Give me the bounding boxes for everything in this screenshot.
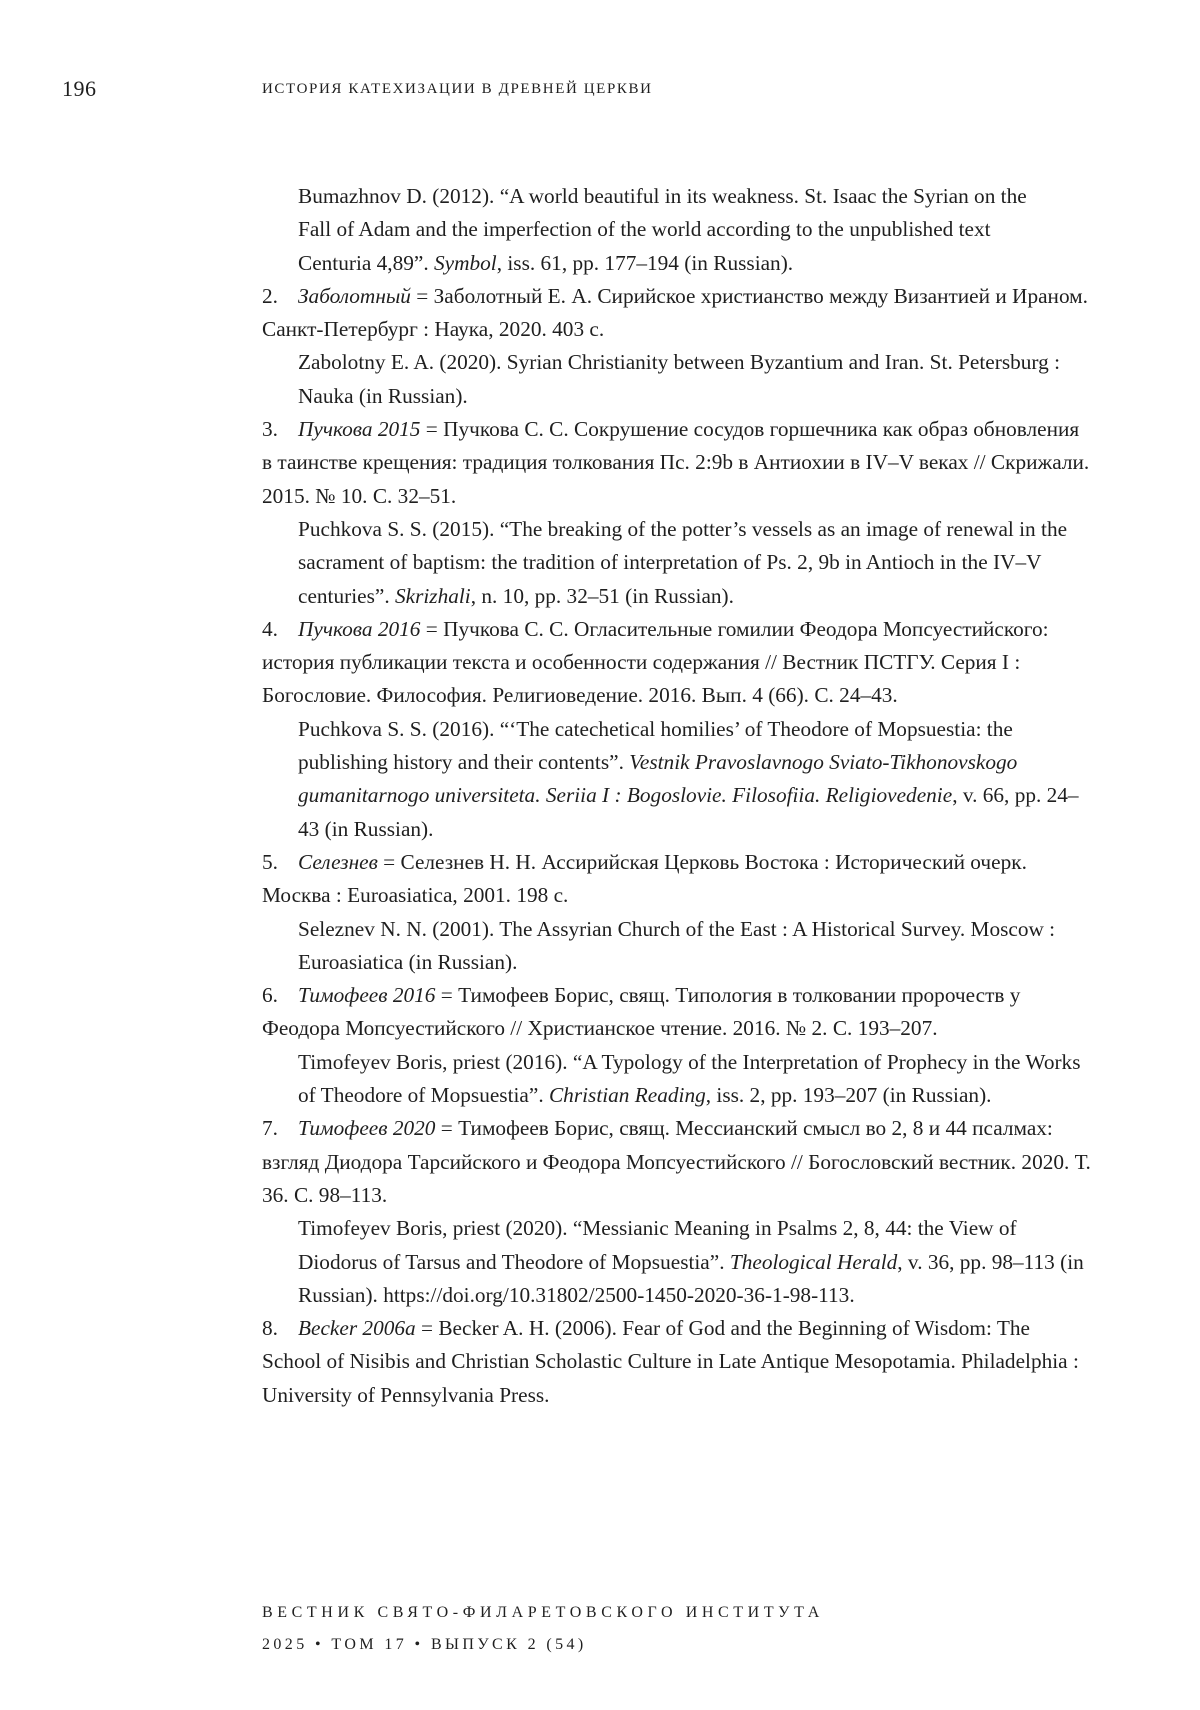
reference-russian	[262, 1312, 1092, 1412]
journal-footer	[262, 1597, 824, 1661]
reference-russian-text: = Пучкова С. С. Сокрушение сосудов горшечника как образ обновления в таинстве крещения: традиция толкования Пс. 2:9b в Антиохии в IV–V веках // Скрижали. 2015. № 10. С. 32–51.	[262, 417, 1089, 508]
reference-item-8	[262, 1312, 1092, 1412]
reference-number: 3.	[262, 413, 298, 446]
reference-english	[298, 1046, 1092, 1113]
reference-key: Тимофеев 2016	[298, 983, 435, 1007]
reference-russian	[262, 1112, 1092, 1212]
reference-item-7	[262, 1112, 1092, 1312]
reference-number: 7.	[262, 1112, 298, 1145]
reference-item-5	[262, 846, 1092, 979]
reference-english-text: Puchkova S. S. (2015). “The breaking of the potter’s vessels as an image of renewal in the sacrament of baptism: the tradition of interpretation of Ps. 2, 9b in Antioch in the IV–V centuries”.	[298, 517, 1067, 608]
reference-russian-text: = Пучкова С. С. Огласительные гомилии Феодора Мопсуестийского: история публикации текста и особенности содержания // Вестник ПСТГУ. Серия I : Богословие. Философия. Религиоведение. 2016. Вып. 4 (66). С. 24–43.	[262, 617, 1049, 708]
reference-english-text: Puchkova S. S. (2016). “‘The catechetical homilies’ of Theodore of Mopsuestia: the publishing history and their contents”.	[298, 717, 1013, 774]
reference-english	[298, 1212, 1092, 1312]
reference-key: Заболотный	[298, 284, 411, 308]
reference-russian-text: = Селезнев Н. Н. Ассирийская Церковь Востока : Исторический очерк. Москва : Euroasiatica, 2001. 198 с.	[262, 850, 1027, 907]
reference-item-4	[262, 613, 1092, 846]
reference-russian-text: = Заболотный Е. А. Сирийское христианство между Византией и Ираном. Санкт-Петербург : Наука, 2020. 403 с.	[262, 284, 1088, 341]
reference-russian	[262, 280, 1092, 347]
reference-russian	[262, 979, 1092, 1046]
reference-list	[262, 180, 1092, 1412]
reference-english-text: Zabolotny E. A. (2020). Syrian Christianity between Byzantium and Iran. St. Petersburg : Nauka (in Russian).	[298, 350, 1060, 407]
reference-item-2	[262, 280, 1092, 413]
reference-number: 6.	[262, 979, 298, 1012]
reference-russian	[262, 613, 1092, 713]
reference-key: Тимофеев 2020	[298, 1116, 435, 1140]
reference-russian	[262, 846, 1092, 913]
reference-item-6	[262, 979, 1092, 1112]
reference-english-text: Timofeyev Boris, priest (2016). “A Typology of the Interpretation of Prophecy in the Works of Theodore of Mopsuestia”.	[298, 1050, 1081, 1107]
reference-english-details: , v. 66, pp. 24– 43 (in Russian).	[298, 783, 1079, 840]
reference-number: 4.	[262, 613, 298, 646]
reference-russian	[262, 413, 1092, 513]
reference-key: Пучкова 2016	[298, 617, 420, 641]
reference-english-journal: Christian Reading	[549, 1083, 706, 1107]
reference-english-journal: Skrizhali	[395, 584, 471, 608]
reference-item-3	[262, 413, 1092, 613]
reference-english-journal: Vestnik Pravoslavnogo Sviato-Tikhonovskogo gumanitarnogo universiteta. Seriia I : Bogoslovie. Filosofiia. Religiovedenie	[298, 750, 1017, 807]
reference-key: Селезнев	[298, 850, 378, 874]
reference-number: 2.	[262, 280, 298, 313]
reference-english	[298, 713, 1092, 846]
reference-english-details: , v. 36, pp. 98–113 (in Russian). https://doi.org/10.31802/2500-1450-2020-36-1-98-113.	[298, 1250, 1084, 1307]
reference-russian-text: = Тимофеев Борис, свящ. Типология в толковании пророчеств у Феодора Мопсуестийского // Христианское чтение. 2016. № 2. С. 193–207.	[262, 983, 1020, 1040]
reference-english-journal: Symbol	[434, 251, 497, 275]
journal-title: ВЕСТНИК СВЯТО-ФИЛАРЕТОВСКОГО ИНСТИТУТА	[262, 1597, 824, 1629]
running-head: ИСТОРИЯ КАТЕХИЗАЦИИ В ДРЕВНЕЙ ЦЕРКВИ	[262, 81, 653, 98]
reference-item-1-continuation	[262, 180, 1092, 280]
reference-english-details: , iss. 2, pp. 193–207 (in Russian).	[706, 1083, 992, 1107]
reference-english-journal: Theological Herald	[730, 1250, 897, 1274]
reference-english-text: Timofeyev Boris, priest (2020). “Messianic Meaning in Psalms 2, 8, 44: the View of Diodorus of Tarsus and Theodore of Mopsuestia”.	[298, 1216, 1017, 1273]
reference-english	[298, 346, 1092, 413]
reference-english-details: , n. 10, pp. 32–51 (in Russian).	[471, 584, 734, 608]
reference-russian-text: = Becker A. H. (2006). Fear of God and the Beginning of Wisdom: The School of Nisibis and Christian Scholastic Culture in Late Antique Mesopotamia. Philadelphia : University of Pennsylvania Press.	[262, 1316, 1079, 1407]
journal-issue: 2025 • ТОМ 17 • ВЫПУСК 2 (54)	[262, 1629, 824, 1661]
reference-english-text: Bumazhnov D. (2012). “A world beautiful in its weakness. St. Isaac the Syrian on the Fall of Adam and the imperfection of the world according to the unpublished text Centuria 4,89”.	[298, 184, 1027, 275]
reference-english-text: Seleznev N. N. (2001). The Assyrian Church of the East : A Historical Survey. Moscow : Euroasiatica (in Russian).	[298, 917, 1055, 974]
reference-english-details: , iss. 61, pp. 177–194 (in Russian).	[497, 251, 793, 275]
reference-number: 8.	[262, 1312, 298, 1345]
page-number: 196	[62, 76, 97, 102]
reference-key: Пучкова 2015	[298, 417, 420, 441]
reference-key: Becker 2006a	[298, 1316, 416, 1340]
reference-number: 5.	[262, 846, 298, 879]
reference-english	[298, 513, 1092, 613]
reference-russian-text: = Тимофеев Борис, свящ. Мессианский смысл во 2, 8 и 44 псалмах: взгляд Диодора Тарсийского и Феодора Мопсуестийского // Богословский вестник. 2020. Т. 36. С. 98–113.	[262, 1116, 1091, 1207]
reference-english	[262, 180, 1056, 280]
reference-english	[298, 913, 1092, 980]
